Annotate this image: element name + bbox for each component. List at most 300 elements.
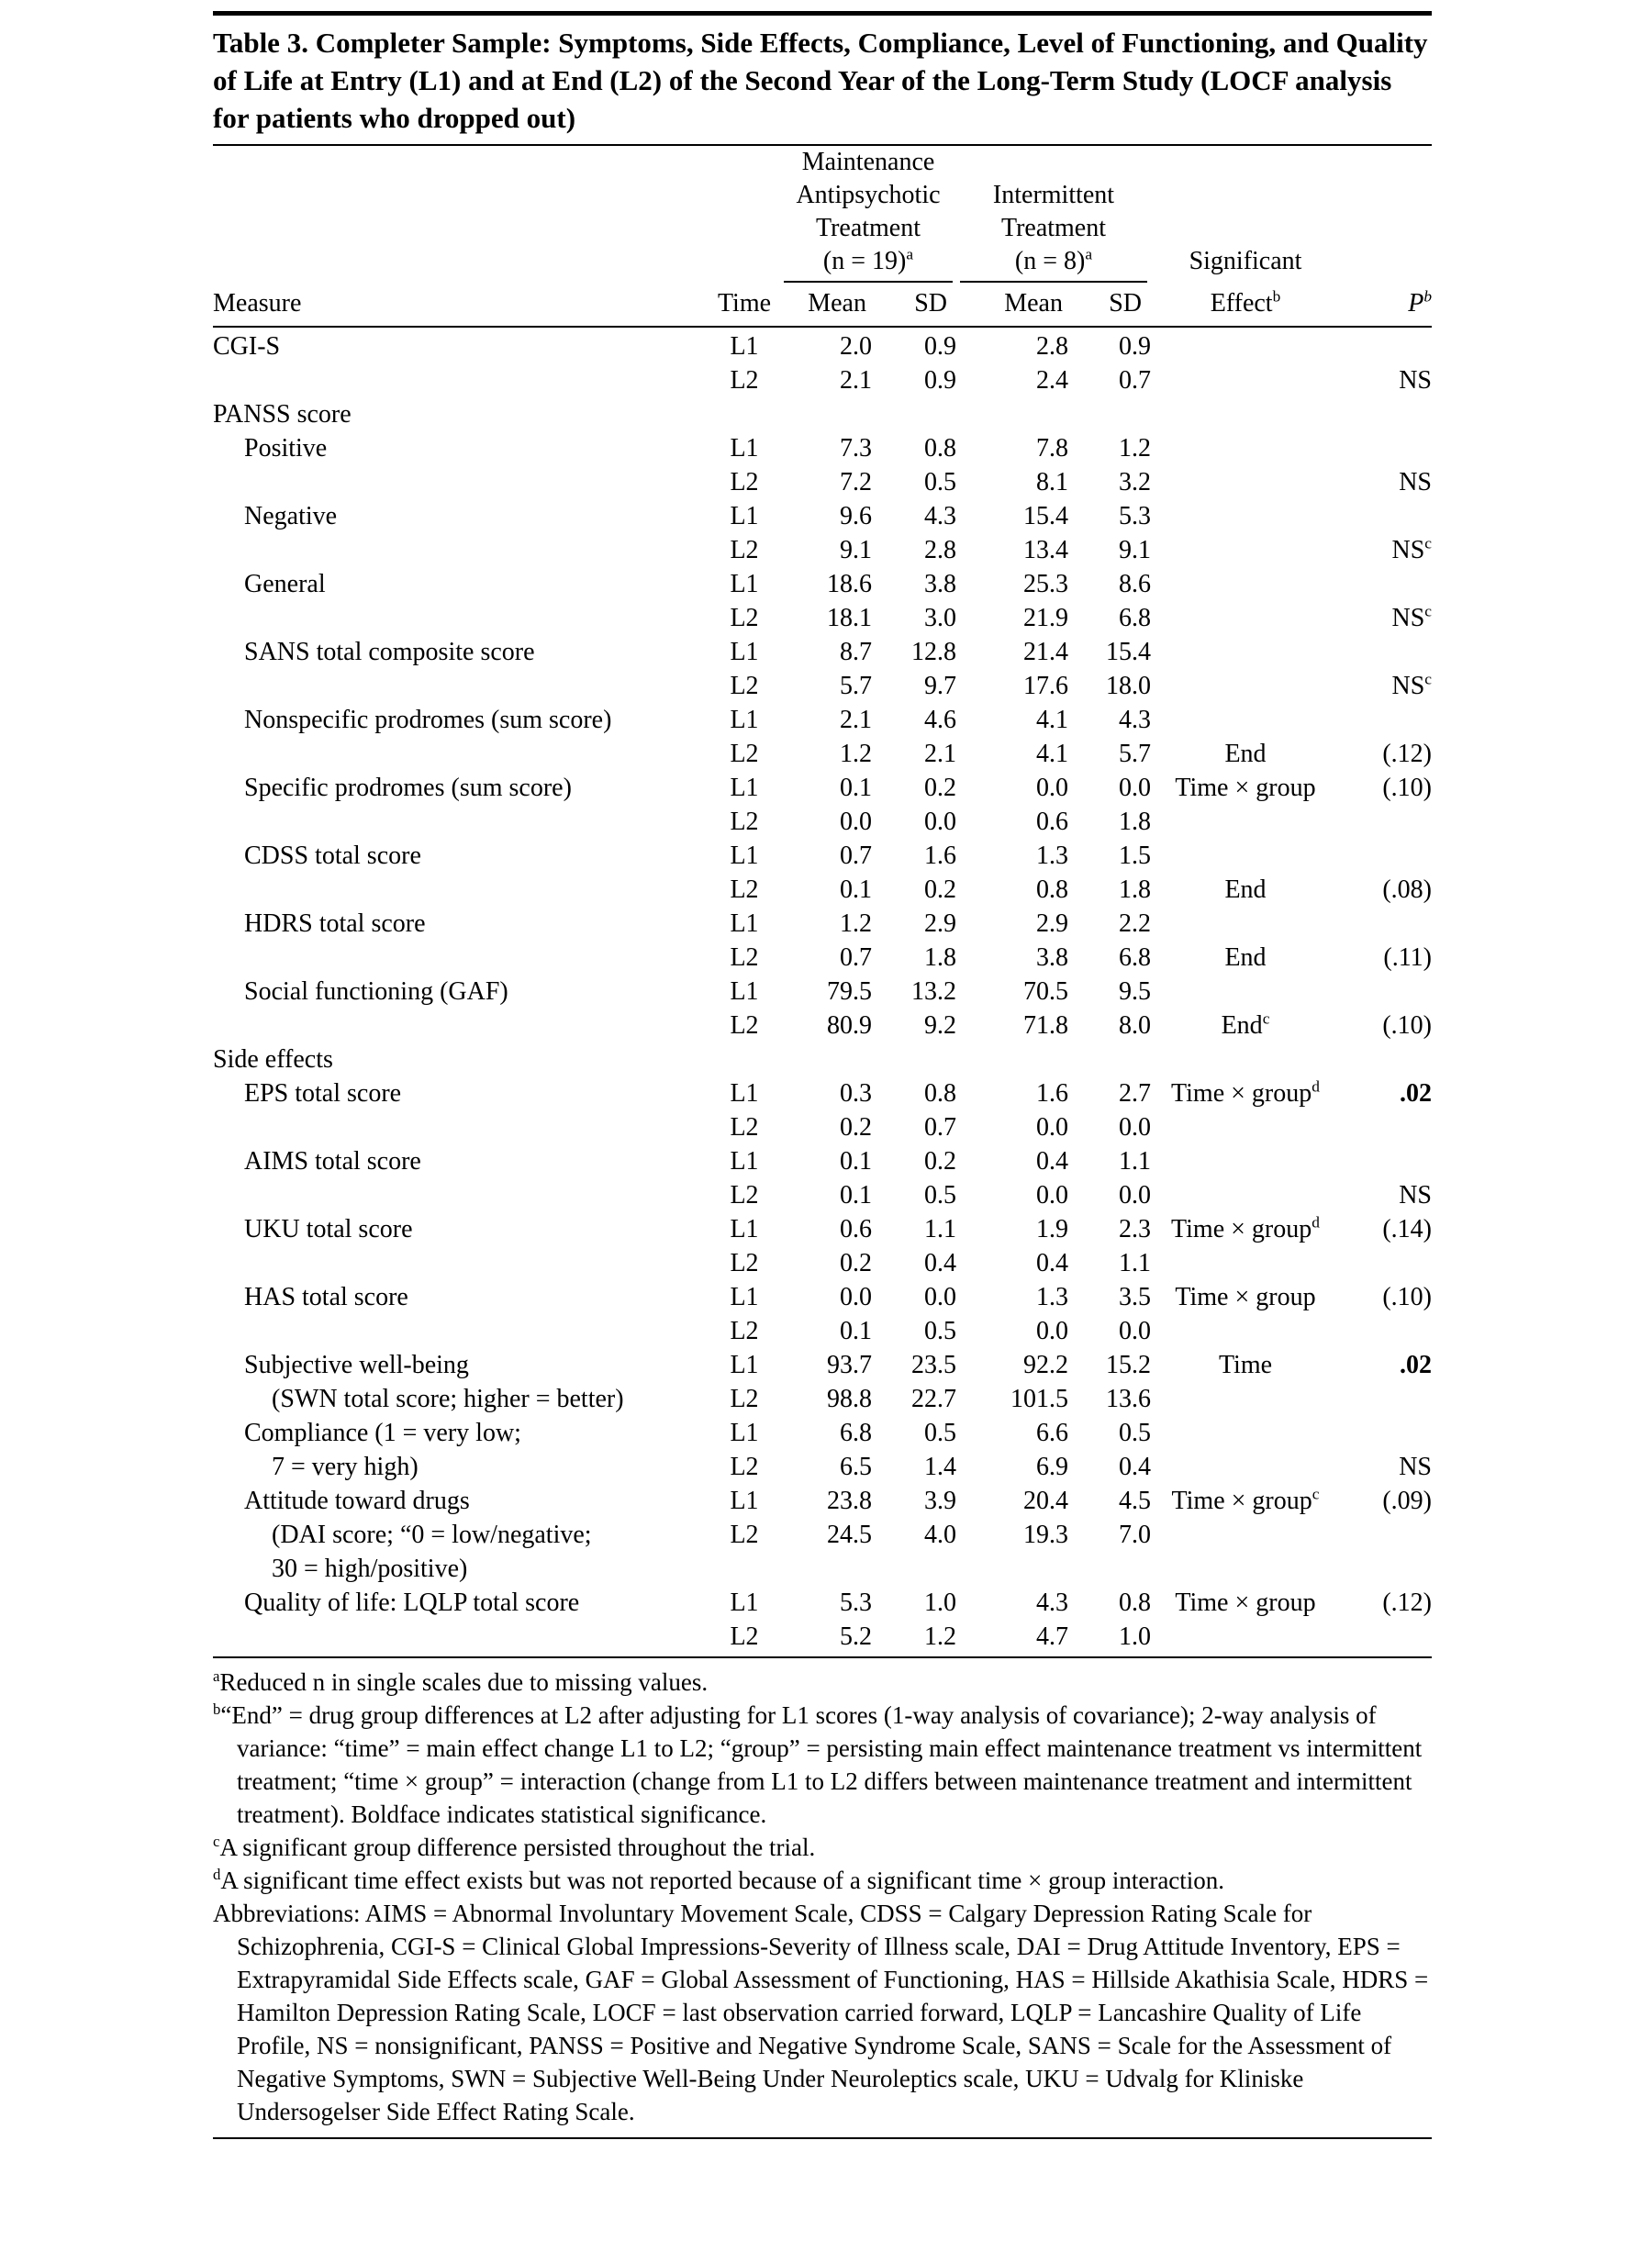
time-cell: L1 [730, 842, 759, 870]
maint-sd-cell [872, 1552, 956, 1586]
inter-sd-cell: 0.7 [1119, 366, 1151, 395]
table-row [213, 771, 1432, 805]
maint-mean-cell: 7.3 [840, 434, 872, 463]
maint-mean-cell: 9.1 [840, 536, 872, 564]
maint-sd-column-header: SD [914, 289, 947, 318]
maint-mean-cell: 24.5 [827, 1521, 872, 1549]
maint-sd-cell: 0.0 [924, 1283, 956, 1311]
measure-cell [213, 533, 709, 567]
table-row [213, 1076, 1432, 1110]
measure-cell: UKU total score [244, 1215, 413, 1243]
inter-mean-cell: 0.4 [1036, 1147, 1068, 1176]
p-cell [1340, 1518, 1432, 1552]
measure-cell [213, 465, 709, 499]
maint-mean-cell: 98.8 [827, 1385, 872, 1413]
maint-mean-cell [780, 397, 872, 431]
time-cell: L1 [730, 1147, 759, 1176]
maint-mean-cell: 0.7 [840, 943, 872, 972]
inter-mean-cell: 0.0 [1036, 1181, 1068, 1210]
maint-mean-cell: 0.1 [840, 1317, 872, 1345]
inter-sd-cell: 1.1 [1119, 1147, 1151, 1176]
maint-sd-cell: 22.7 [911, 1385, 956, 1413]
effect-cell: Time × group [1175, 774, 1316, 802]
maint-mean-cell: 0.2 [840, 1249, 872, 1277]
p-cell [1340, 1552, 1432, 1586]
effect-cell [1151, 1518, 1340, 1552]
effect-cell: Time × group$^c$ [1171, 1485, 1320, 1515]
inter-sd-cell: 7.0 [1119, 1521, 1151, 1549]
table-row [213, 499, 1432, 533]
effect-cell [1151, 431, 1340, 465]
intermittent-group-n: (n = 8)$^a$ [1014, 245, 1093, 275]
inter-mean-cell: 4.7 [1036, 1622, 1068, 1651]
table-row [213, 533, 1432, 567]
inter-sd-cell: 1.5 [1119, 842, 1151, 870]
table-row [213, 1552, 1432, 1586]
effect-cell [1151, 465, 1340, 499]
table-row [213, 1484, 1432, 1518]
measure-cell: SANS total composite score [244, 638, 535, 666]
maint-sd-cell: 0.4 [924, 1249, 956, 1277]
p-cell: (.09) [1382, 1487, 1432, 1515]
inter-sd-cell: 5.3 [1119, 502, 1151, 530]
table-row [213, 1110, 1432, 1144]
measure-cell [213, 363, 709, 397]
table-row [213, 1212, 1432, 1246]
maint-sd-cell: 12.8 [911, 638, 956, 666]
maint-mean-cell: 93.7 [827, 1351, 872, 1379]
inter-sd-cell: 9.1 [1119, 536, 1151, 564]
p-cell: (.10) [1382, 774, 1432, 802]
inter-mean-cell: 2.8 [1036, 332, 1068, 361]
effect-cell [1151, 1246, 1340, 1280]
maint-mean-cell: 2.0 [840, 332, 872, 361]
inter-mean-cell: 1.3 [1036, 842, 1068, 870]
effect-cell [1151, 601, 1340, 635]
p-cell [1340, 1042, 1432, 1076]
measure-cell [213, 873, 709, 907]
bottom-rule [213, 2137, 1432, 2139]
time-cell: L1 [730, 434, 759, 463]
inter-sd-cell: 8.6 [1119, 570, 1151, 598]
maint-mean-cell: 0.1 [840, 1181, 872, 1210]
table-row [213, 465, 1432, 499]
measure-cell: Side effects [213, 1045, 333, 1074]
maint-sd-cell: 0.0 [924, 808, 956, 836]
section-row [213, 1042, 1432, 1076]
inter-sd-cell [1068, 1552, 1151, 1586]
maint-sd-cell: 3.0 [924, 604, 956, 632]
maintenance-group-n: (n = 19)$^a$ [822, 245, 914, 275]
time-cell: L1 [730, 706, 759, 734]
p-cell [1340, 975, 1432, 1009]
measure-cell [213, 1314, 709, 1348]
maint-mean-cell: 0.1 [840, 1147, 872, 1176]
inter-sd-cell: 15.2 [1106, 1351, 1151, 1379]
intermittent-group-line: Treatment [1000, 214, 1107, 242]
table-row [213, 329, 1432, 363]
inter-mean-cell: 70.5 [1023, 977, 1068, 1006]
measure-cell: Negative [244, 502, 338, 530]
time-cell: L1 [730, 570, 759, 598]
measure-cell: Attitude toward drugs [244, 1487, 470, 1515]
p-column-header: $P^b$ [1408, 287, 1432, 318]
time-cell: L1 [730, 774, 759, 802]
measure-cell: PANSS score [213, 400, 352, 429]
p-cell [1340, 1620, 1432, 1654]
inter-sd-cell: 3.2 [1119, 468, 1151, 496]
p-cell [1340, 397, 1432, 431]
time-cell: L1 [730, 1215, 759, 1243]
inter-sd-cell: 9.5 [1119, 977, 1151, 1006]
p-cell: (.08) [1382, 875, 1432, 904]
inter-mean-cell: 21.9 [1023, 604, 1068, 632]
effect-cell [1151, 839, 1340, 873]
maint-sd-cell: 3.9 [924, 1487, 956, 1515]
maint-sd-cell: 2.1 [924, 740, 956, 768]
inter-mean-cell: 21.4 [1023, 638, 1068, 666]
effect-cell [1151, 907, 1340, 941]
time-cell: L2 [730, 943, 759, 972]
measure-cell [213, 601, 709, 635]
effect-cell [1151, 329, 1340, 363]
effect-cell [1151, 567, 1340, 601]
p-cell [1340, 839, 1432, 873]
maint-sd-cell: 0.5 [924, 1317, 956, 1345]
p-cell [1340, 499, 1432, 533]
maint-mean-cell: 18.1 [827, 604, 872, 632]
maint-mean-cell: 2.1 [840, 366, 872, 395]
maint-sd-cell: 4.0 [924, 1521, 956, 1549]
inter-sd-cell: 18.0 [1106, 672, 1151, 700]
inter-mean-cell: 15.4 [1023, 502, 1068, 530]
measure-cell [213, 805, 709, 839]
table-row [213, 1450, 1432, 1484]
inter-sd-cell: 0.9 [1119, 332, 1151, 361]
maint-mean-cell: 79.5 [827, 977, 872, 1006]
measure-cell: Social functioning (GAF) [244, 977, 508, 1006]
p-cell [1340, 703, 1432, 737]
effect-cell [1151, 1416, 1340, 1450]
time-cell: L1 [730, 909, 759, 938]
maint-mean-cell: 6.5 [840, 1453, 872, 1481]
maint-mean-cell: 0.7 [840, 842, 872, 870]
time-cell: L2 [730, 875, 759, 904]
effect-cell [1151, 805, 1340, 839]
effect-cell: End$^c$ [1221, 1009, 1270, 1040]
effect-cell [1151, 363, 1340, 397]
table-header [213, 146, 1432, 326]
table-row [213, 1009, 1432, 1042]
table-row [213, 669, 1432, 703]
p-cell: $NS^c$ [1391, 602, 1432, 632]
footnote: $^a$Reduced n in single scales due to missing values. [213, 1667, 709, 1696]
p-cell: (.12) [1382, 1589, 1432, 1617]
maint-mean-cell: 0.1 [840, 875, 872, 904]
inter-mean-cell: 7.8 [1036, 434, 1068, 463]
p-cell: (.10) [1382, 1283, 1432, 1311]
effect-cell [1151, 499, 1340, 533]
maint-sd-cell: 23.5 [911, 1351, 956, 1379]
maintenance-group-line: Maintenance [801, 148, 935, 176]
inter-sd-cell: 1.1 [1119, 1249, 1151, 1277]
time-cell: L1 [730, 977, 759, 1006]
p-cell [1340, 1246, 1432, 1280]
maint-mean-cell: 7.2 [840, 468, 872, 496]
maint-mean-cell [780, 1552, 872, 1586]
inter-mean-cell: 0.8 [1036, 875, 1068, 904]
inter-sd-cell: 4.5 [1119, 1487, 1151, 1515]
table-row [213, 737, 1432, 771]
inter-mean-cell: 3.8 [1036, 943, 1068, 972]
inter-mean-cell: 1.6 [1036, 1079, 1068, 1108]
effect-cell: End [1224, 875, 1267, 904]
p-cell: NS [1399, 468, 1432, 496]
effect-cell: Time × group$^d$ [1171, 1213, 1320, 1243]
table-row [213, 805, 1432, 839]
maint-mean-cell: 1.2 [840, 740, 872, 768]
maint-mean-cell: 0.2 [840, 1113, 872, 1142]
inter-sd-cell: 3.5 [1119, 1283, 1151, 1311]
p-cell [1340, 907, 1432, 941]
maint-mean-cell: 6.8 [840, 1419, 872, 1447]
time-cell: L2 [730, 1249, 759, 1277]
effect-cell [1151, 1552, 1340, 1586]
footnote: $^c$A significant group difference persisted throughout the trial. [213, 1833, 816, 1861]
inter-mean-cell [956, 1552, 1068, 1586]
maint-mean-cell: 0.1 [840, 774, 872, 802]
measure-cell: 30 = high/positive) [272, 1555, 468, 1583]
table-row [213, 941, 1432, 975]
time-cell: L2 [730, 1113, 759, 1142]
maint-sd-cell: 0.5 [924, 468, 956, 496]
maint-sd-cell: 1.4 [924, 1453, 956, 1481]
inter-sd-cell: 2.7 [1119, 1079, 1151, 1108]
table-body [213, 328, 1432, 1656]
maint-mean-cell: 5.7 [840, 672, 872, 700]
maint-sd-cell: 0.2 [924, 1147, 956, 1176]
p-cell: $NS^c$ [1391, 534, 1432, 564]
maintenance-group-header [784, 146, 953, 283]
table-row [213, 873, 1432, 907]
maint-mean-cell: 2.1 [840, 706, 872, 734]
p-cell: (.14) [1382, 1215, 1432, 1243]
effect-cell [1151, 533, 1340, 567]
p-cell [1340, 1382, 1432, 1416]
measure-column-header: Measure [213, 289, 302, 318]
inter-mean-column-header: Mean [1004, 289, 1063, 318]
p-cell: $NS^c$ [1391, 670, 1432, 700]
inter-sd-cell: 0.0 [1119, 1317, 1151, 1345]
inter-mean-cell: 71.8 [1023, 1011, 1068, 1040]
p-cell: .02 [1400, 1351, 1432, 1379]
inter-sd-cell [1068, 397, 1151, 431]
inter-sd-cell: 0.8 [1119, 1589, 1151, 1617]
intermittent-group-line: Intermittent [992, 181, 1115, 209]
maint-sd-cell: 4.6 [924, 706, 956, 734]
table3-container [213, 11, 1432, 2139]
measure-cell: HDRS total score [244, 909, 426, 938]
table-row [213, 1348, 1432, 1382]
time-cell: L2 [730, 1622, 759, 1651]
time-cell: L2 [730, 1521, 759, 1549]
table-title: Table 3. Completer Sample: Symptoms, Side Effects, Compliance, Level of Functioning, and Quality of Life at Entry (L1) and at End (L2) of the Second Year of the Long-Term Study (LOCF analysis for patients who dropped out) [213, 27, 1428, 134]
inter-mean-cell: 1.3 [1036, 1283, 1068, 1311]
maint-sd-cell: 9.7 [924, 672, 956, 700]
p-cell [1340, 431, 1432, 465]
table-row [213, 363, 1432, 397]
effect-cell [1151, 1144, 1340, 1178]
effect-cell: End [1224, 943, 1267, 972]
inter-sd-cell: 1.0 [1119, 1622, 1151, 1651]
effect-cell [1151, 397, 1340, 431]
table-row [213, 1620, 1432, 1654]
maint-sd-cell: 13.2 [911, 977, 956, 1006]
effect-cell: Time × group [1175, 1283, 1316, 1311]
measure-cell [213, 1178, 709, 1212]
inter-sd-cell: 6.8 [1119, 604, 1151, 632]
inter-mean-cell: 4.3 [1036, 1589, 1068, 1617]
inter-mean-cell: 0.4 [1036, 1249, 1068, 1277]
inter-mean-cell: 25.3 [1023, 570, 1068, 598]
effect-cell [1151, 1110, 1340, 1144]
inter-sd-cell [1068, 1042, 1151, 1076]
footnote: $^b$“End” = drug group differences at L2 after adjusting for L1 scores (1-way analysis of covariance); 2-way analysis of variance: “time” = main effect change L1 to L2; “group” = persisting main effect maintenance treatment vs intermittent treatment; “time × group” = interaction (change from L1 to L2 differs between maintenance treatment and intermittent treatment). Boldface indicates statistical significance. [213, 1700, 1423, 1828]
maint-sd-cell [872, 397, 956, 431]
effect-cell [1151, 975, 1340, 1009]
time-cell: L2 [730, 672, 759, 700]
table-row [213, 975, 1432, 1009]
measure-cell [213, 941, 709, 975]
maint-sd-cell: 3.8 [924, 570, 956, 598]
maintenance-group-line: Antipsychotic [796, 181, 941, 209]
maint-sd-cell: 2.9 [924, 909, 956, 938]
maint-sd-cell: 1.1 [924, 1215, 956, 1243]
inter-sd-cell: 0.0 [1119, 1181, 1151, 1210]
time-cell: L2 [730, 1385, 759, 1413]
maint-sd-cell: 9.2 [924, 1011, 956, 1040]
inter-mean-cell: 2.4 [1036, 366, 1068, 395]
measure-cell [213, 1110, 709, 1144]
maint-mean-column-header: Mean [808, 289, 866, 318]
time-cell: L2 [730, 740, 759, 768]
measure-cell [213, 1620, 709, 1654]
maint-mean-cell: 5.3 [840, 1589, 872, 1617]
time-cell: L2 [730, 536, 759, 564]
maint-sd-cell: 0.9 [924, 366, 956, 395]
effect-cell [1151, 703, 1340, 737]
inter-mean-cell: 13.4 [1023, 536, 1068, 564]
measure-cell: Compliance (1 = very low; [244, 1419, 521, 1447]
inter-sd-cell: 1.8 [1119, 875, 1151, 904]
table-row [213, 839, 1432, 873]
time-cell: L1 [730, 1079, 759, 1108]
inter-sd-cell: 1.8 [1119, 808, 1151, 836]
maint-sd-cell: 0.9 [924, 332, 956, 361]
table-row [213, 635, 1432, 669]
inter-sd-column-header: SD [1109, 289, 1142, 318]
p-cell: NS [1399, 1453, 1432, 1481]
inter-mean-cell: 6.9 [1036, 1453, 1068, 1481]
maint-sd-cell: 0.5 [924, 1181, 956, 1210]
p-cell [1340, 635, 1432, 669]
p-cell [1340, 805, 1432, 839]
p-cell: (.11) [1383, 943, 1432, 972]
maint-mean-cell: 0.0 [840, 808, 872, 836]
maint-sd-cell: 2.8 [924, 536, 956, 564]
table-row [213, 1416, 1432, 1450]
time-cell [709, 1042, 780, 1076]
effect-cell [1151, 1042, 1340, 1076]
time-cell: L2 [730, 1181, 759, 1210]
maint-sd-cell: 0.5 [924, 1419, 956, 1447]
p-cell [1340, 1416, 1432, 1450]
inter-mean-cell: 17.6 [1023, 672, 1068, 700]
inter-sd-cell: 0.0 [1119, 774, 1151, 802]
measure-cell: CGI-S [213, 332, 281, 361]
time-cell: L1 [730, 1487, 759, 1515]
maint-mean-cell: 0.6 [840, 1215, 872, 1243]
measure-cell: 7 = very high) [272, 1453, 419, 1481]
maint-mean-cell: 0.3 [840, 1079, 872, 1108]
effect-cell: Time × group$^d$ [1171, 1077, 1320, 1108]
table-row [213, 431, 1432, 465]
inter-mean-cell: 0.0 [1036, 1317, 1068, 1345]
maint-sd-cell: 1.8 [924, 943, 956, 972]
maint-sd-cell: 1.0 [924, 1589, 956, 1617]
maint-mean-cell: 1.2 [840, 909, 872, 938]
time-cell: L1 [730, 502, 759, 530]
inter-sd-cell: 15.4 [1106, 638, 1151, 666]
maint-sd-cell [872, 1042, 956, 1076]
measure-cell: EPS total score [244, 1079, 402, 1108]
maint-mean-cell: 8.7 [840, 638, 872, 666]
inter-sd-cell: 2.2 [1119, 909, 1151, 938]
effect-cell [1151, 669, 1340, 703]
inter-sd-cell: 2.3 [1119, 1215, 1151, 1243]
maint-sd-cell: 0.2 [924, 875, 956, 904]
maint-mean-cell: 5.2 [840, 1622, 872, 1651]
p-cell [1340, 1110, 1432, 1144]
effect-cell [1151, 1314, 1340, 1348]
time-cell: L1 [730, 1589, 759, 1617]
effect-cell [1151, 1450, 1340, 1484]
inter-mean-cell: 0.0 [1036, 1113, 1068, 1142]
inter-mean-cell: 4.1 [1036, 706, 1068, 734]
time-column-header: Time [717, 289, 772, 318]
measure-cell: (DAI score; “0 = low/negative; [272, 1521, 592, 1549]
effect-cell [1151, 1178, 1340, 1212]
time-cell: L1 [730, 1419, 759, 1447]
table-row [213, 1178, 1432, 1212]
table-row [213, 1586, 1432, 1620]
footnotes [213, 1658, 1432, 2137]
time-cell [709, 1552, 780, 1586]
inter-mean-cell: 19.3 [1023, 1521, 1068, 1549]
p-cell [1340, 1314, 1432, 1348]
inter-mean-cell: 2.9 [1036, 909, 1068, 938]
inter-sd-cell: 5.7 [1119, 740, 1151, 768]
measure-cell [213, 669, 709, 703]
inter-sd-cell: 8.0 [1119, 1011, 1151, 1040]
table-row [213, 1314, 1432, 1348]
inter-mean-cell: 20.4 [1023, 1487, 1068, 1515]
inter-mean-cell: 6.6 [1036, 1419, 1068, 1447]
time-cell: L2 [730, 1317, 759, 1345]
inter-sd-cell: 4.3 [1119, 706, 1151, 734]
effect-column-header: Effect$^b$ [1210, 287, 1281, 318]
effect-cell [1151, 1620, 1340, 1654]
